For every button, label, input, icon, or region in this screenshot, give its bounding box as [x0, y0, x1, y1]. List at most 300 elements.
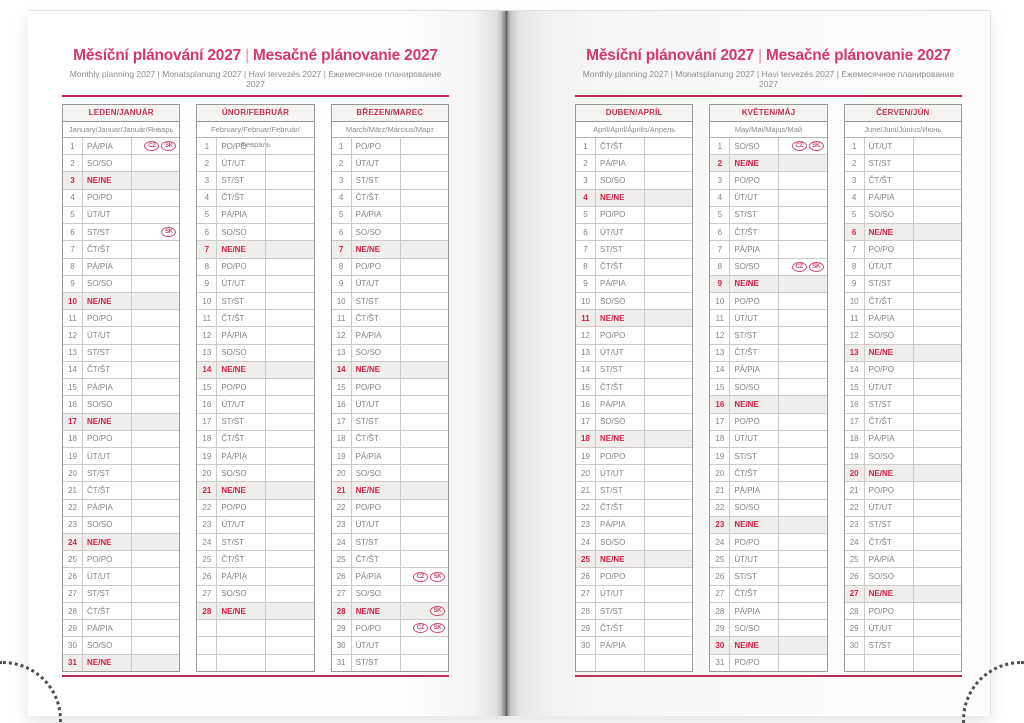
day-row [197, 465, 313, 482]
day-row [845, 465, 961, 482]
perforation-arc [0, 661, 62, 723]
day-number-cell: 12 [710, 327, 730, 343]
day-name-cell: SO/SO [217, 465, 266, 481]
day-number-cell: 9 [63, 276, 83, 292]
notes-cell [132, 310, 179, 326]
notes-cell [266, 620, 313, 636]
day-name-cell: SO/SO [352, 586, 401, 602]
day-row [845, 620, 961, 637]
perforation-dots-bottom-left [0, 659, 64, 723]
notes-cell [132, 620, 179, 636]
day-name-cell: SO/SO [83, 517, 132, 533]
page-left [28, 11, 506, 716]
day-row [197, 138, 313, 155]
day-name-cell: ST/ST [352, 655, 401, 671]
day-number-cell: 17 [710, 414, 730, 430]
day-row [63, 603, 179, 620]
day-row [845, 293, 961, 310]
notes-cell [779, 586, 826, 602]
day-row [576, 224, 692, 241]
notes-cell [779, 620, 826, 636]
notes-cell [401, 586, 448, 602]
notes-cell [266, 362, 313, 378]
notes-cell [914, 327, 961, 343]
day-name-cell: NE/NE [352, 603, 401, 619]
day-number-cell: 16 [63, 396, 83, 412]
day-row [845, 396, 961, 413]
day-name-cell: NE/NE [83, 534, 132, 550]
day-name-cell: ST/ST [730, 448, 779, 464]
day-row [576, 603, 692, 620]
day-name-cell: SO/SO [352, 345, 401, 361]
day-name-cell: PO/PO [865, 482, 914, 498]
notes-cell [132, 568, 179, 584]
notes-cell [266, 172, 313, 188]
day-number-cell: 21 [845, 482, 865, 498]
day-row [332, 241, 448, 258]
day-name-cell: PO/PO [730, 655, 779, 671]
day-name-cell: NE/NE [83, 655, 132, 671]
day-name-cell: NE/NE [865, 224, 914, 240]
day-number-cell: 2 [576, 155, 596, 171]
day-name-cell: PÁ/PIA [217, 207, 266, 223]
day-number-cell: 9 [576, 276, 596, 292]
day-number-cell: 17 [197, 414, 217, 430]
day-row [845, 586, 961, 603]
notes-cell [645, 276, 692, 292]
day-row [63, 482, 179, 499]
notes-cell [645, 517, 692, 533]
day-number-cell: 5 [332, 207, 352, 223]
day-number-cell: 12 [63, 327, 83, 343]
notes-cell [779, 207, 826, 223]
day-row [845, 414, 961, 431]
day-number-cell: 5 [845, 207, 865, 223]
day-number-cell: 22 [332, 500, 352, 516]
day-number-cell: 29 [332, 620, 352, 636]
notes-cell [132, 190, 179, 206]
day-name-cell: ÚT/UT [83, 207, 132, 223]
day-name-cell: PÁ/PIA [83, 138, 132, 154]
day-name-cell: ST/ST [83, 586, 132, 602]
holiday-badge-sk: SK [430, 572, 445, 582]
notes-cell [779, 655, 826, 671]
day-row [710, 586, 826, 603]
notes-cell [401, 551, 448, 567]
day-row [576, 276, 692, 293]
day-row [710, 517, 826, 534]
day-name-cell: ČT/ŠT [217, 431, 266, 447]
header-rule [62, 95, 449, 97]
day-number-cell: 30 [710, 637, 730, 653]
day-number-cell: 16 [576, 396, 596, 412]
day-name-cell: PÁ/PIA [865, 431, 914, 447]
day-row [710, 448, 826, 465]
notes-cell [779, 517, 826, 533]
day-row [845, 568, 961, 585]
day-number-cell: 15 [332, 379, 352, 395]
day-name-cell: PO/PO [83, 551, 132, 567]
day-name-cell: PÁ/PIA [83, 259, 132, 275]
day-name-cell: PÁ/PIA [83, 500, 132, 516]
notes-cell [914, 568, 961, 584]
day-number-cell: 11 [576, 310, 596, 326]
day-name-cell: ÚT/UT [217, 517, 266, 533]
day-row [845, 637, 961, 654]
book-spine [501, 11, 511, 716]
day-name-cell: NE/NE [596, 431, 645, 447]
day-number-cell: 18 [576, 431, 596, 447]
day-name-cell: ČT/ŠT [217, 190, 266, 206]
day-name-cell: ST/ST [596, 362, 645, 378]
day-row [332, 603, 448, 620]
day-number-cell: 26 [710, 568, 730, 584]
notes-cell [132, 414, 179, 430]
day-number-cell: 11 [332, 310, 352, 326]
day-number-cell: 9 [332, 276, 352, 292]
day-number-cell: 26 [576, 568, 596, 584]
day-row [710, 431, 826, 448]
day-number-cell: 17 [845, 414, 865, 430]
day-name-cell: ÚT/UT [352, 396, 401, 412]
day-name-cell: ST/ST [865, 517, 914, 533]
notes-cell [266, 586, 313, 602]
day-number-cell: 1 [197, 138, 217, 154]
day-name-cell: ČT/ŠT [730, 224, 779, 240]
day-name-cell: ČT/ŠT [217, 551, 266, 567]
day-name-cell: ST/ST [865, 155, 914, 171]
day-name-cell: SO/SO [83, 396, 132, 412]
day-row [710, 362, 826, 379]
day-row [576, 568, 692, 585]
day-row [332, 276, 448, 293]
notes-cell [914, 224, 961, 240]
day-number-cell: 19 [845, 448, 865, 464]
month-column-march [331, 104, 449, 672]
notes-cell [266, 637, 313, 653]
day-number-cell: 21 [332, 482, 352, 498]
day-number-cell: 6 [63, 224, 83, 240]
notes-cell [132, 379, 179, 395]
day-name-cell: ČT/ŠT [83, 482, 132, 498]
day-number-cell: 12 [197, 327, 217, 343]
notes-cell [645, 241, 692, 257]
day-number-cell: 3 [63, 172, 83, 188]
empty-row [576, 655, 692, 671]
day-number-cell: 26 [197, 568, 217, 584]
day-row [710, 551, 826, 568]
day-number-cell: 29 [845, 620, 865, 636]
day-number-cell: 19 [332, 448, 352, 464]
notes-cell [779, 293, 826, 309]
notes-cell [645, 379, 692, 395]
notes-cell [132, 207, 179, 223]
day-name-cell: ST/ST [352, 293, 401, 309]
page-title [575, 47, 962, 65]
day-name-cell: ST/ST [83, 465, 132, 481]
day-row [63, 637, 179, 654]
day-name-cell: ÚT/UT [865, 138, 914, 154]
day-number-cell: 29 [576, 620, 596, 636]
notes-cell [914, 620, 961, 636]
day-name-cell: NE/NE [865, 345, 914, 361]
day-name-cell: ST/ST [865, 396, 914, 412]
day-row [845, 190, 961, 207]
day-name-cell: PO/PO [83, 431, 132, 447]
day-row [332, 310, 448, 327]
day-row [197, 431, 313, 448]
day-number-cell: 2 [332, 155, 352, 171]
day-number-cell: 9 [845, 276, 865, 292]
month-languages: January/Januar/Január/Январь [63, 122, 179, 138]
holiday-badge-sk: SK [809, 141, 824, 151]
day-number-cell: 2 [710, 155, 730, 171]
day-name-cell: PÁ/PIA [217, 568, 266, 584]
day-number-cell: 6 [576, 224, 596, 240]
months-row [575, 104, 962, 672]
notes-cell [266, 517, 313, 533]
day-row [845, 482, 961, 499]
notes-cell [779, 190, 826, 206]
title-separator: | [245, 47, 249, 64]
notes-cell [401, 345, 448, 361]
day-name-cell: ÚT/UT [217, 155, 266, 171]
day-number-cell: 17 [332, 414, 352, 430]
notes-cell [266, 448, 313, 464]
day-name-cell: ÚT/UT [865, 379, 914, 395]
day-number-cell: 14 [845, 362, 865, 378]
notes-cell [401, 293, 448, 309]
day-row [845, 431, 961, 448]
day-number-cell: 4 [63, 190, 83, 206]
day-number-cell: 4 [332, 190, 352, 206]
day-number-cell: 26 [63, 568, 83, 584]
page-right [506, 11, 991, 716]
notes-cell [132, 327, 179, 343]
day-number-cell: 30 [332, 637, 352, 653]
day-row [332, 414, 448, 431]
day-row [576, 207, 692, 224]
day-row [197, 448, 313, 465]
day-name-cell: ÚT/UT [865, 620, 914, 636]
day-name-cell: ÚT/UT [865, 500, 914, 516]
holiday-badge-cz: CZ [413, 623, 428, 633]
holiday-badge-cz: CZ [792, 141, 807, 151]
day-number-cell: 3 [710, 172, 730, 188]
day-row [197, 259, 313, 276]
day-row [63, 517, 179, 534]
day-row [332, 327, 448, 344]
day-row [63, 293, 179, 310]
notes-cell [914, 276, 961, 292]
day-name-cell: ÚT/UT [83, 568, 132, 584]
day-name-cell: ČT/ŠT [596, 620, 645, 636]
day-row [332, 551, 448, 568]
notes-cell [266, 345, 313, 361]
day-name-cell: ČT/ŠT [730, 586, 779, 602]
notes-cell [779, 327, 826, 343]
day-row [63, 379, 179, 396]
day-number-cell: 20 [710, 465, 730, 481]
notes-cell [779, 431, 826, 447]
day-row [332, 259, 448, 276]
day-name-cell: PO/PO [217, 259, 266, 275]
day-name-cell: PÁ/PIA [352, 448, 401, 464]
day-number-cell [576, 655, 596, 671]
day-row [63, 448, 179, 465]
day-name-cell: NE/NE [865, 586, 914, 602]
day-row [63, 259, 179, 276]
notes-cell [266, 276, 313, 292]
notes-cell [779, 448, 826, 464]
day-name-cell: PO/PO [352, 620, 401, 636]
day-number-cell: 13 [576, 345, 596, 361]
day-row [332, 207, 448, 224]
notes-cell [266, 259, 313, 275]
day-name-cell: PÁ/PIA [596, 155, 645, 171]
day-row [63, 465, 179, 482]
month-column-may [709, 104, 827, 672]
day-row [710, 224, 826, 241]
months-row [62, 104, 449, 672]
day-name-cell [217, 655, 266, 671]
day-row [63, 500, 179, 517]
notes-cell [645, 414, 692, 430]
day-row [197, 396, 313, 413]
notes-cell [645, 224, 692, 240]
day-number-cell: 15 [845, 379, 865, 395]
notes-cell [401, 482, 448, 498]
day-number-cell: 25 [710, 551, 730, 567]
day-number-cell: 19 [63, 448, 83, 464]
day-name-cell: PÁ/PIA [352, 207, 401, 223]
notes-cell [645, 293, 692, 309]
day-number-cell: 10 [576, 293, 596, 309]
notes-cell [132, 345, 179, 361]
day-row [332, 568, 448, 585]
day-row [197, 500, 313, 517]
notes-cell [132, 224, 179, 240]
day-number-cell: 24 [63, 534, 83, 550]
day-number-cell: 31 [332, 655, 352, 671]
day-name-cell: NE/NE [217, 241, 266, 257]
day-number-cell: 31 [710, 655, 730, 671]
notes-cell [266, 241, 313, 257]
notes-cell [779, 414, 826, 430]
day-row [845, 379, 961, 396]
notes-cell [645, 448, 692, 464]
notes-cell [132, 362, 179, 378]
perforation-arc [962, 661, 1024, 723]
day-number-cell: 22 [576, 500, 596, 516]
day-row [332, 637, 448, 654]
day-number-cell: 17 [63, 414, 83, 430]
day-row [63, 207, 179, 224]
day-name-cell: PO/PO [730, 534, 779, 550]
day-name-cell: ČT/ŠT [83, 603, 132, 619]
notes-cell [779, 465, 826, 481]
notes-cell [132, 155, 179, 171]
notes-cell [645, 655, 692, 671]
day-name-cell: SO/SO [730, 500, 779, 516]
notes-cell [914, 465, 961, 481]
day-number-cell: 20 [197, 465, 217, 481]
day-row [63, 190, 179, 207]
notes-cell [132, 500, 179, 516]
day-number-cell: 30 [576, 637, 596, 653]
notes-cell [401, 224, 448, 240]
day-row [576, 259, 692, 276]
notes-cell [266, 465, 313, 481]
day-number-cell: 21 [710, 482, 730, 498]
day-number-cell: 19 [710, 448, 730, 464]
day-row [710, 155, 826, 172]
notes-cell [645, 465, 692, 481]
notes-cell [645, 431, 692, 447]
day-name-cell: ČT/ŠT [352, 310, 401, 326]
notes-cell [401, 362, 448, 378]
day-row [576, 293, 692, 310]
notes-cell [132, 138, 179, 154]
day-number-cell: 9 [710, 276, 730, 292]
day-name-cell: ÚT/UT [730, 310, 779, 326]
day-name-cell: NE/NE [865, 465, 914, 481]
day-row [845, 276, 961, 293]
day-number-cell: 27 [63, 586, 83, 602]
notes-cell [401, 259, 448, 275]
day-row [710, 534, 826, 551]
notes-cell [645, 586, 692, 602]
day-name-cell: ČT/ŠT [596, 379, 645, 395]
day-number-cell: 16 [845, 396, 865, 412]
day-row [710, 655, 826, 671]
notes-cell [645, 603, 692, 619]
notes-cell [645, 327, 692, 343]
day-row [710, 396, 826, 413]
month-languages: May/Mai/Május/Май [710, 122, 826, 138]
day-number-cell: 26 [332, 568, 352, 584]
perforation-dots-bottom-right [960, 659, 1024, 723]
day-row [197, 345, 313, 362]
day-number-cell: 5 [63, 207, 83, 223]
notes-cell [401, 276, 448, 292]
notes-cell [914, 637, 961, 653]
day-row [576, 241, 692, 258]
notes-cell [779, 155, 826, 171]
day-name-cell: PO/PO [865, 362, 914, 378]
notes-cell [132, 551, 179, 567]
day-name-cell: PO/PO [730, 172, 779, 188]
day-row [197, 207, 313, 224]
day-name-cell: PÁ/PIA [865, 190, 914, 206]
day-row [845, 517, 961, 534]
notes-cell [401, 517, 448, 533]
month-header: DUBEN/APRÍL [576, 105, 692, 122]
notes-cell [779, 172, 826, 188]
day-name-cell: ČT/ŠT [596, 259, 645, 275]
day-row [332, 586, 448, 603]
day-row [845, 241, 961, 258]
day-row [63, 655, 179, 671]
day-row [845, 500, 961, 517]
day-name-cell: SO/SO [217, 224, 266, 240]
day-name-cell: ÚT/UT [352, 276, 401, 292]
day-row [197, 379, 313, 396]
day-number-cell: 11 [845, 310, 865, 326]
day-row [845, 551, 961, 568]
day-row [576, 431, 692, 448]
day-number-cell: 23 [197, 517, 217, 533]
